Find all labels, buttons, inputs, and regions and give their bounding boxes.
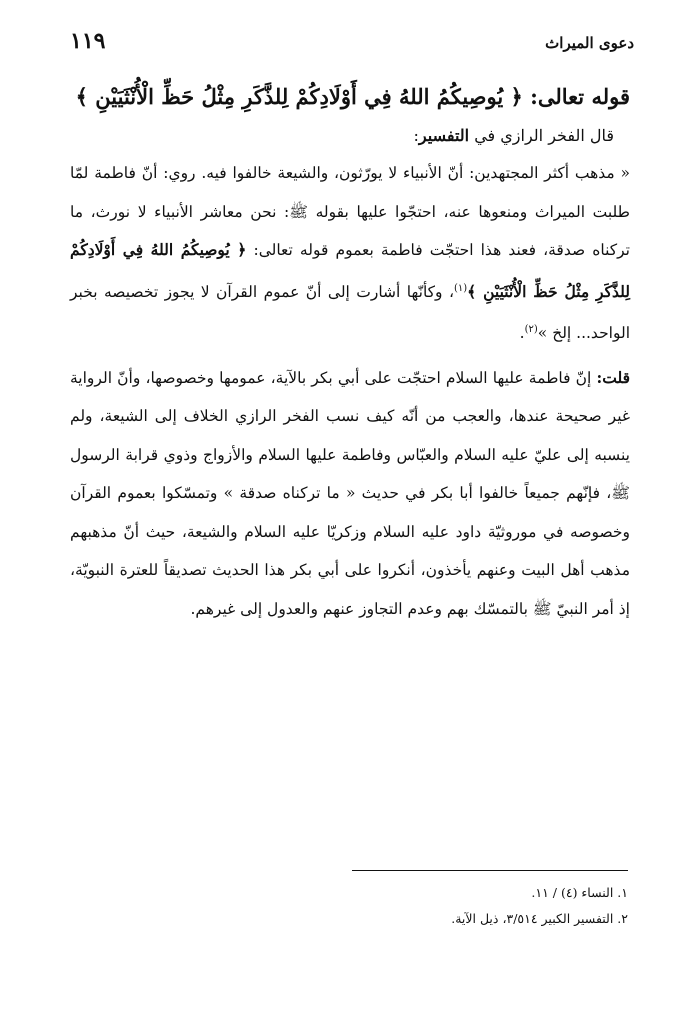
citation-line: [70, 118, 614, 154]
quran-verse: ﴿ يُوصِيكُمُ اللهُ فِي أَوْلَادِكُمْ لِلذَّكَرِ مِثْلُ حَظِّ الْأُنْثَيَيْنِ ﴾: [75, 84, 523, 109]
quote-part-2: ، وكأنّها أشارت إلى أنّ عموم القرآن لا يجوز تخصيصه بخبر الواحد... إلخ »: [70, 282, 630, 343]
running-title: دعوى الميراث: [545, 34, 634, 52]
quote-verse: ﴿ يُوصِيكُمُ اللهُ فِي أَوْلَادِكُمْ لِلذَّكَرِ مِثْلُ حَظِّ الْأُنْثَيَيْنِ ﴾: [70, 240, 630, 301]
quote-part-1: « مذهب أكثر المجتهدين: أنّ الأنبياء لا يورّثون، والشيعة خالفوا فيه. روي: أنّ فاطمة لمّا طلبت الميراث ومنعوها عنه، احتجّوا عليها بقوله ﷺ: نحن معاشر الأنبياء لا نورث، ما تركناه صدقة، فعند هذا احتجّت فاطمة بعموم قوله تعالى:: [70, 164, 630, 259]
page-number: ١١٩: [70, 28, 106, 54]
footnotes: [300, 880, 628, 932]
citation-source: التفسير: [418, 126, 470, 145]
footnote-divider: [352, 870, 628, 871]
page-header: [70, 28, 634, 58]
commentary-paragraph: [70, 359, 630, 629]
citation-lead: قال الفخر الرازي في: [474, 126, 614, 145]
footnote-ref-2: (٢): [524, 324, 538, 336]
page-body: [70, 76, 630, 628]
commentary-text: إنّ فاطمة عليها السلام احتجّت على أبي بكر بالآية، عمومها وخصوصها، وأنّ الرواية غير صحيحة عندها، والعجب من أنّه كيف نسب الفخر الرازي الخلاف إلى الشيعة، ولم ينسبه إلى عليّ عليه السلام والعبّاس وفاطمة عليها السلام والأزواج وذوي قرابة الرسول ﷺ، فإنّهم جميعاً خالفوا أبا بكر في حديث « ما تركناه صدقة » وتمسّكوا بعموم القرآن وخصوصه في موروثيّة داود عليه السلام وزكريّا عليه السلام والشيعة، حيث أنّ مذهبهم مذهب أهل البيت وعنهم يأخذون، أنكروا على أبي بكر هذا الحديث تصديقاً للعترة النبويّة، إذ أمر النبيّ ﷺ بالتمسّك بهم وعدم التجاوز عنهم والعدول إلى غيرهم.: [70, 368, 630, 618]
quoted-passage: [70, 154, 630, 353]
footnote-ref-1: (١): [453, 282, 468, 294]
verse-heading-lead: قوله تعالى:: [530, 84, 630, 109]
quote-end: .: [519, 324, 525, 343]
footnote-2: ٢. التفسير الكبير ٣/٥١٤، ذيل الآية.: [451, 911, 628, 926]
footnote-1: ١. النساء (٤) / ١١.: [531, 885, 628, 900]
citation-colon: :: [413, 126, 419, 145]
verse-heading: [70, 76, 630, 118]
commentary-lead: قلت:: [596, 367, 630, 387]
